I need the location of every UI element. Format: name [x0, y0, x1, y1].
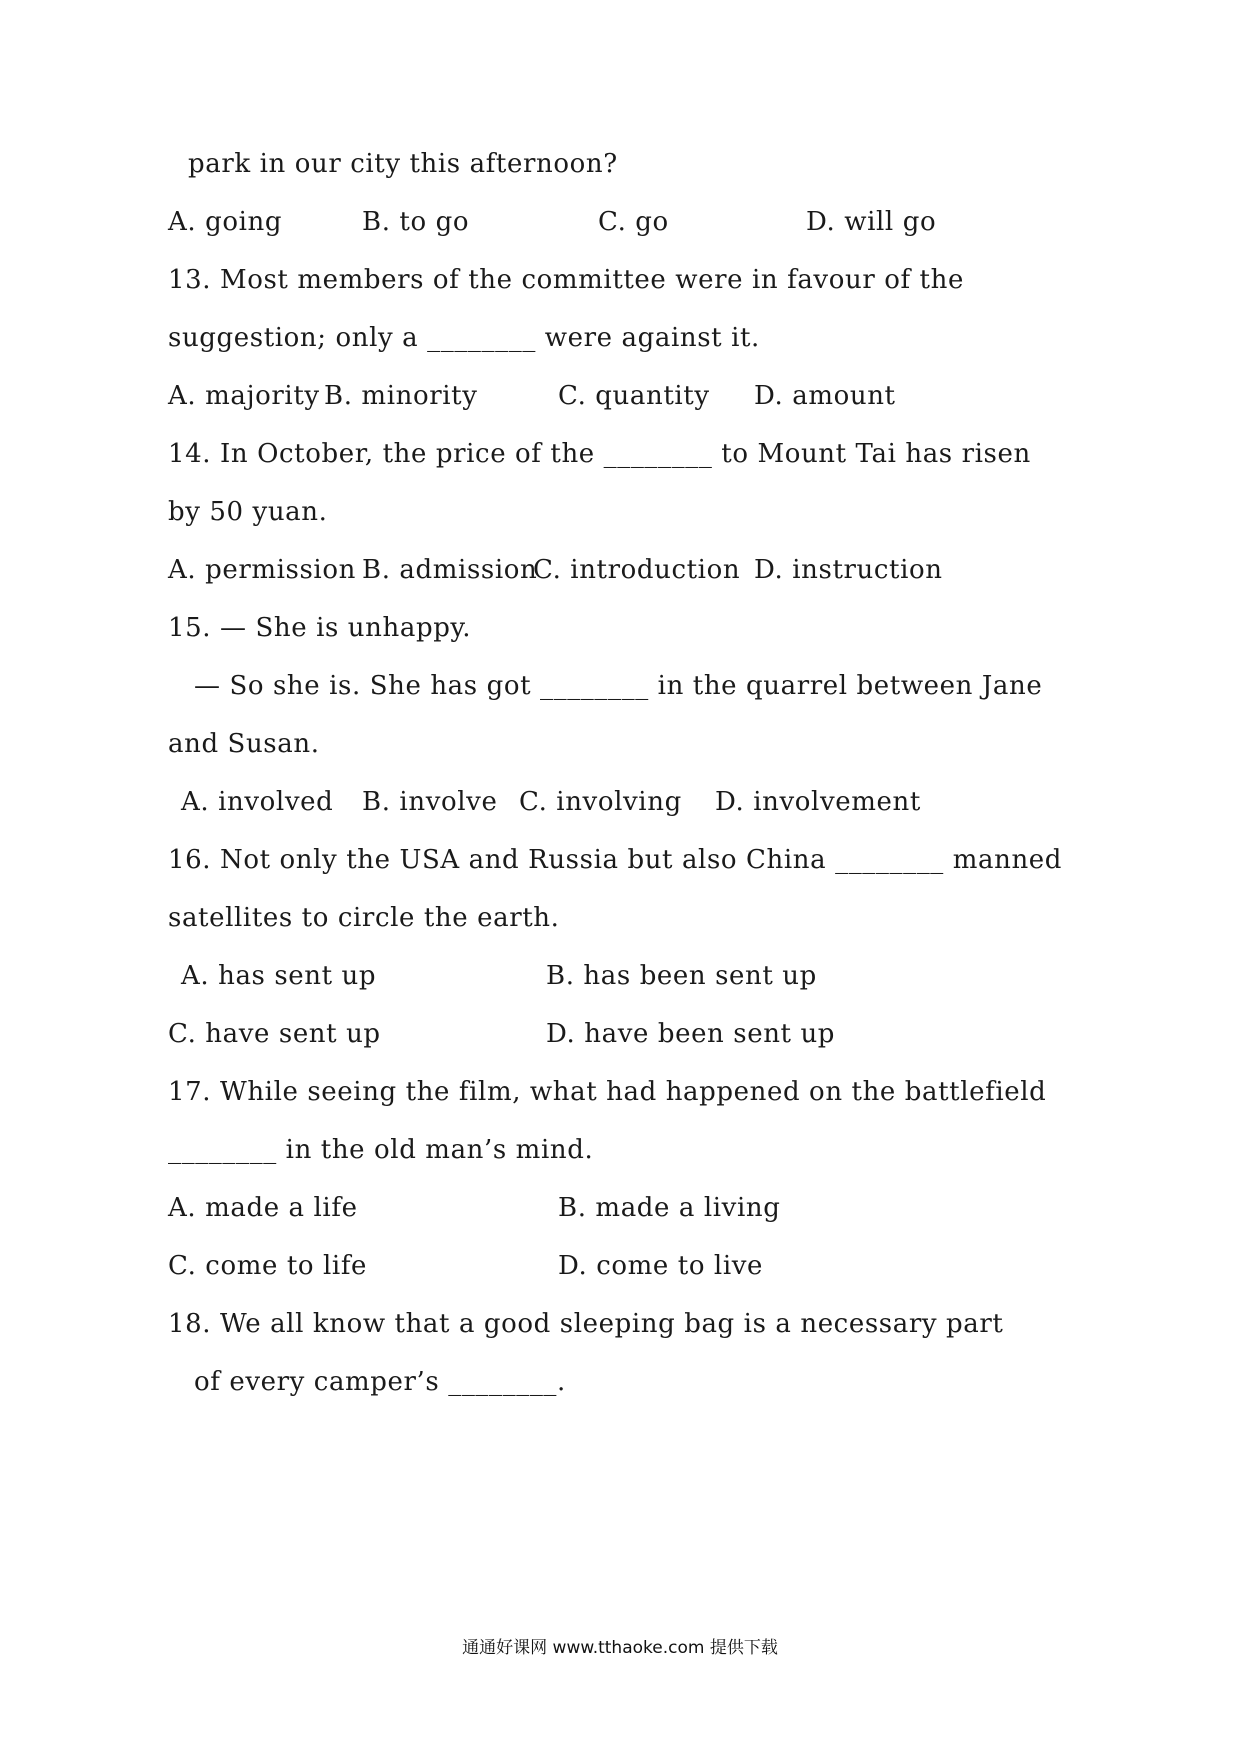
question-16-option-b: B. has been sent up — [546, 961, 817, 991]
question-14-option-c: C. introduction — [533, 555, 741, 585]
question-13-stem-line-2: suggestion; only a ________ were against it. — [168, 323, 760, 353]
question-14-option-a: A. permission — [168, 555, 356, 585]
question-18-stem-line-2: of every camper’s ________. — [194, 1367, 566, 1397]
question-14-stem-line-2: by 50 yuan. — [168, 497, 328, 527]
question-15-stem-line-2: — So she is. She has got ________ in the quarrel between Jane — [194, 671, 1043, 701]
question-15-stem-line-3: and Susan. — [168, 729, 320, 759]
question-15-option-a: A. involved — [181, 787, 334, 817]
question-17-option-a: A. made a life — [168, 1193, 358, 1223]
page-footer: 通通好课网 www.tthaoke.com 提供下载 — [462, 1638, 778, 1658]
question-15-option-c: C. involving — [519, 787, 682, 817]
question-14-option-d: D. instruction — [754, 555, 943, 585]
question-17-option-c: C. come to life — [168, 1251, 368, 1281]
question-18-stem-line-1: 18. We all know that a good sleeping bag is a necessary part — [168, 1309, 1004, 1339]
question-12-stem: park in our city this afternoon? — [188, 149, 618, 179]
question-14-stem-line-1: 14. In October, the price of the ________ to Mount Tai has risen — [168, 439, 1031, 469]
question-12-option-b: B. to go — [362, 207, 470, 237]
question-15-stem-line-1: 15. — She is unhappy. — [168, 613, 472, 643]
question-16-stem-line-2: satellites to circle the earth. — [168, 903, 560, 933]
question-15-option-d: D. involvement — [715, 787, 921, 817]
question-13-option-d: D. amount — [754, 381, 896, 411]
question-17-option-b: B. made a living — [558, 1193, 781, 1223]
question-12-option-d: D. will go — [806, 207, 937, 237]
question-16-option-c: C. have sent up — [168, 1019, 381, 1049]
question-16-option-d: D. have been sent up — [546, 1019, 836, 1049]
question-17-stem-line-2: ________ in the old man’s mind. — [168, 1135, 594, 1165]
question-13-option-c: C. quantity — [558, 381, 710, 411]
question-14-option-b: B. admission — [362, 555, 538, 585]
question-13-option-a: A. majority — [168, 381, 320, 411]
question-12-option-c: C. go — [598, 207, 669, 237]
question-15-option-b: B. involve — [362, 787, 498, 817]
question-16-stem-line-1: 16. Not only the USA and Russia but also China ________ manned — [168, 845, 1063, 875]
question-13-stem-line-1: 13. Most members of the committee were in favour of the — [168, 265, 964, 295]
question-17-stem-line-1: 17. While seeing the film, what had happened on the battlefield — [168, 1077, 1047, 1107]
question-13-option-b: B. minority — [324, 381, 478, 411]
question-16-option-a: A. has sent up — [181, 961, 377, 991]
question-17-option-d: D. come to live — [558, 1251, 764, 1281]
question-12-option-a: A. going — [168, 207, 283, 237]
